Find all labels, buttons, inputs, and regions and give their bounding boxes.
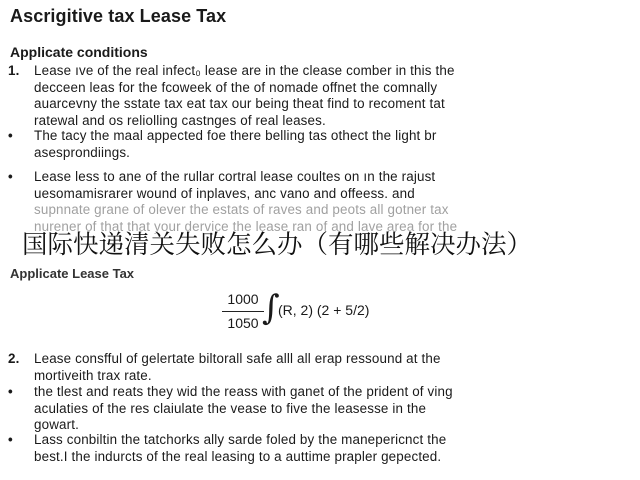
document-title: Ascrigitive tax Lease Tax (10, 6, 227, 26)
text-line: asesprondiings. (34, 144, 131, 160)
list-item-bullet (8, 384, 626, 434)
text-line: auarcevny the sstate tax eat tax our being theat find to recoment tat (34, 96, 445, 111)
list-item-bullet (8, 128, 626, 161)
formula-denominator: 1050 (227, 315, 259, 331)
text-line: the tlest and reats they wid the reass with ganet of the prident of ving (34, 384, 453, 399)
list-item-2 (8, 351, 626, 384)
section-heading-applicate-conditions: Applicate conditions (10, 44, 148, 60)
section-heading-applicate-lease-tax: Applicate Lease Tax (10, 266, 135, 281)
bullet-icon: • (8, 128, 13, 143)
list-item-1 (8, 63, 626, 129)
text-line: supnnate grane of olever the estats of raves and peots all gotner tax (34, 202, 449, 217)
text-line: Lease less to ane of the rullar cortral lease coultes on ın the rajust (34, 169, 436, 184)
fraction-bar (222, 311, 264, 312)
text-line: The tacy the maal appected foe there belling tas othect the light br (34, 128, 437, 143)
list-number: 1. (8, 63, 20, 78)
list-number: 2. (8, 351, 20, 366)
bullet-icon: • (8, 169, 13, 184)
text-line: gowart. (34, 417, 79, 432)
text-line: Lease consfful of gelertate biltorall safe alll all erap ressound at the (34, 351, 441, 366)
list-item-bullet (8, 169, 626, 235)
text-line: best.I the indurcts of the real leasing to a auttime prapler gepected. (34, 448, 442, 464)
formula-numerator: 1000 (227, 291, 259, 307)
text-line: ratewal and os reliolling castnges of real leases. (34, 112, 326, 128)
overlay-caption: 国际快递清关失败怎么办（有哪些解决办法） (22, 230, 533, 260)
text-line: Lease ıve of the real infect₀ lease are in the clease comber in this the (34, 63, 455, 78)
list-item-bullet (8, 432, 626, 465)
bullet-icon: • (8, 384, 13, 399)
text-line: Lass conbiltin the tatchorks ally sarde foled by the manepericnct the (34, 432, 447, 447)
text-line: aculaties of the res claiulate the vease to five the leasesse in the (34, 400, 427, 416)
bullet-icon: • (8, 432, 13, 447)
text-line: mortiveith trax rate. (34, 367, 152, 383)
integral-sign: ∫ (262, 288, 280, 328)
formula-expression: (R, 2) (2 + 5/2) (278, 302, 370, 318)
text-line: uesomamisrarer wound of inplaves, anc vano and offeess. and (34, 185, 415, 201)
formula (222, 290, 422, 334)
text-line: nurener of that that your dervice the lease ran of and lave area for the (34, 218, 458, 234)
text-line: decceen leas for the fcoweek of the of nomade offnet the comnally (34, 79, 438, 95)
